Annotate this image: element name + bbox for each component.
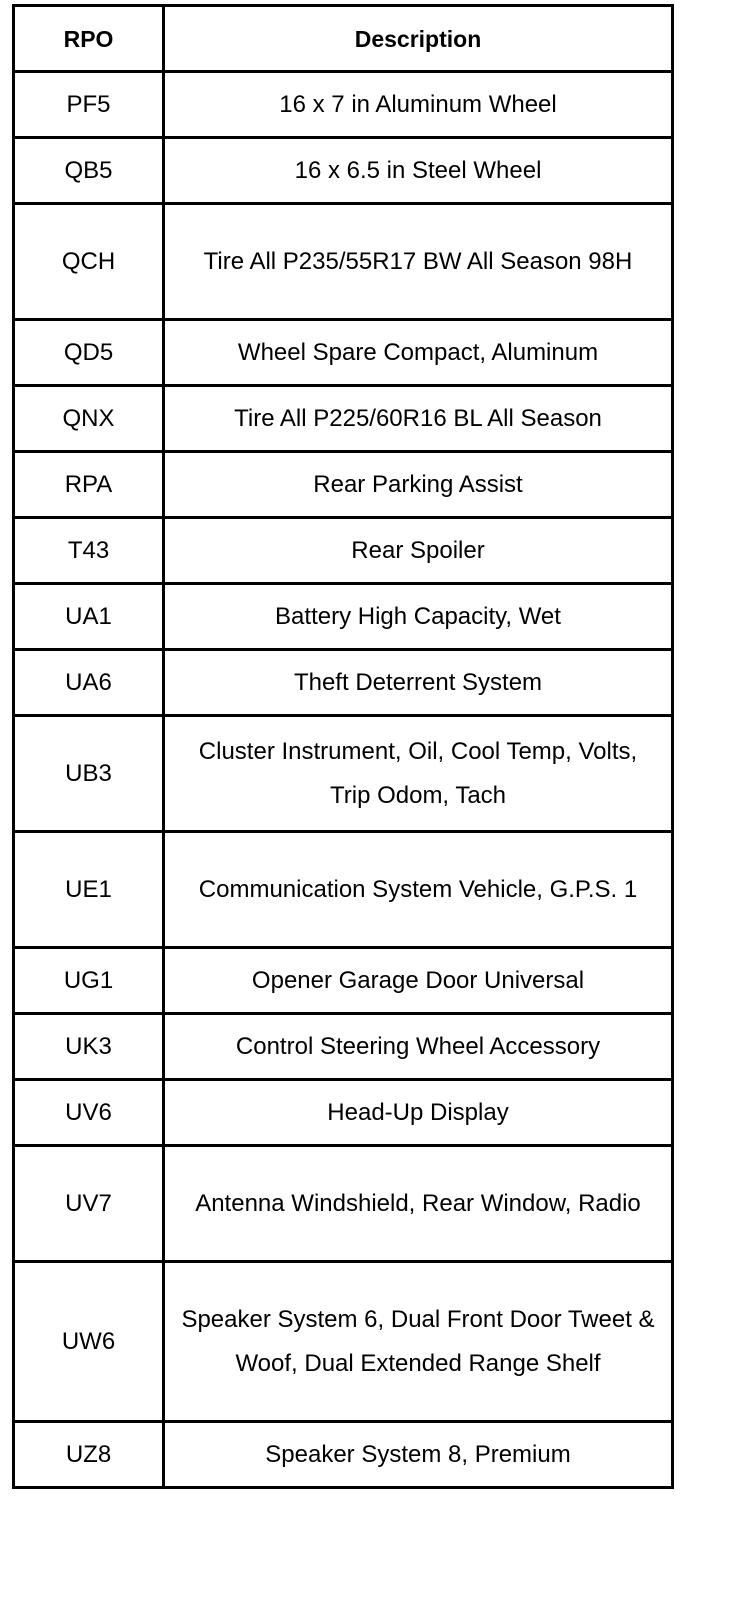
description-cell: 16 x 7 in Aluminum Wheel	[164, 72, 673, 138]
rpo-code: UW6	[14, 1262, 164, 1422]
description-cell: Wheel Spare Compact, Aluminum	[164, 320, 673, 386]
header-row	[14, 6, 673, 72]
table-row	[14, 716, 673, 832]
rpo-code: PF5	[14, 72, 164, 138]
rpo-code: RPA	[14, 452, 164, 518]
table-row	[14, 138, 673, 204]
table-row	[14, 948, 673, 1014]
table-row	[14, 72, 673, 138]
rpo-code: QNX	[14, 386, 164, 452]
description-cell: Theft Deterrent System	[164, 650, 673, 716]
table-row	[14, 518, 673, 584]
description-cell: Cluster Instrument, Oil, Cool Temp, Volts, Trip Odom, Tach	[164, 716, 673, 832]
table-row	[14, 320, 673, 386]
description-cell: Rear Spoiler	[164, 518, 673, 584]
rpo-code: UG1	[14, 948, 164, 1014]
table-row	[14, 832, 673, 948]
table-row	[14, 584, 673, 650]
description-column-header: Description	[164, 6, 673, 72]
description-cell: Control Steering Wheel Accessory	[164, 1014, 673, 1080]
description-cell: Speaker System 6, Dual Front Door Tweet & Woof, Dual Extended Range Shelf	[164, 1262, 673, 1422]
rpo-code: UK3	[14, 1014, 164, 1080]
rpo-column-header: RPO	[14, 6, 164, 72]
table-row	[14, 1262, 673, 1422]
rpo-code: UA1	[14, 584, 164, 650]
table-row	[14, 1422, 673, 1488]
description-cell: Opener Garage Door Universal	[164, 948, 673, 1014]
rpo-code: UB3	[14, 716, 164, 832]
rpo-code: QD5	[14, 320, 164, 386]
rpo-code: UA6	[14, 650, 164, 716]
description-cell: Head-Up Display	[164, 1080, 673, 1146]
rpo-code: UV7	[14, 1146, 164, 1262]
description-cell: Speaker System 8, Premium	[164, 1422, 673, 1488]
rpo-code: UE1	[14, 832, 164, 948]
table-row	[14, 1080, 673, 1146]
description-cell: Antenna Windshield, Rear Window, Radio	[164, 1146, 673, 1262]
description-cell: Battery High Capacity, Wet	[164, 584, 673, 650]
description-cell: Rear Parking Assist	[164, 452, 673, 518]
rpo-code: UV6	[14, 1080, 164, 1146]
description-cell: Tire All P235/55R17 BW All Season 98H	[164, 204, 673, 320]
table-row	[14, 1146, 673, 1262]
rpo-code: QB5	[14, 138, 164, 204]
table-row	[14, 452, 673, 518]
table-row	[14, 650, 673, 716]
table-row	[14, 1014, 673, 1080]
table-row	[14, 386, 673, 452]
table-row	[14, 204, 673, 320]
rpo-code: QCH	[14, 204, 164, 320]
rpo-code: UZ8	[14, 1422, 164, 1488]
description-cell: Communication System Vehicle, G.P.S. 1	[164, 832, 673, 948]
description-cell: 16 x 6.5 in Steel Wheel	[164, 138, 673, 204]
description-cell: Tire All P225/60R16 BL All Season	[164, 386, 673, 452]
rpo-code: T43	[14, 518, 164, 584]
rpo-table	[12, 4, 674, 1489]
